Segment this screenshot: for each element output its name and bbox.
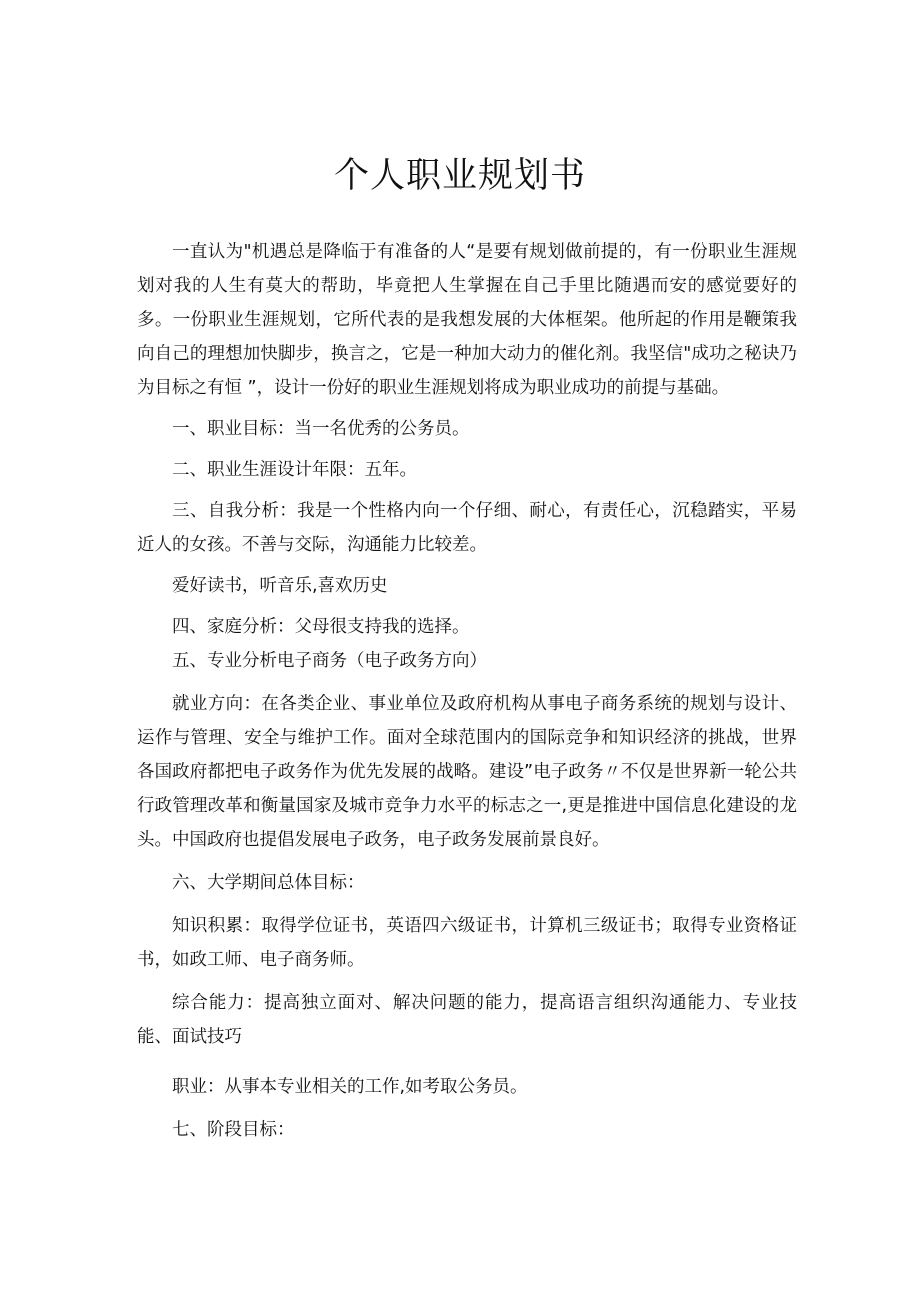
plan-duration-paragraph: 二、职业生涯设计年限：五年。: [172, 460, 417, 480]
stage-goals-heading: 七、阶段目标：: [172, 1120, 295, 1140]
employment-direction-paragraph: 就业方向：在各类企业、事业单位及政府机构从事电子商务系统的规划与设计、运作与管理、安全与维护工作。面对全球范围内的国际竞争和知识经济的挑战，世界各国政府都把电子政务作为优先发展的战略。建设”电子政务〃不仅是世界新一轮公共行政管理改革和衡量国家及城市竞争力水平的标志之一,更是推进中国信息化建设的龙头。中国政府也提倡发展电子政务，电子政务发展前景良好。: [137, 694, 797, 850]
family-analysis-paragraph: 四、家庭分析：父母很支持我的选择。: [172, 617, 470, 637]
self-analysis-paragraph: 三、自我分析：我是一个性格内向一个仔细、耐心，有责任心，沉稳踏实，平易近人的女孩。不善与交际，沟通能力比较差。: [137, 501, 797, 555]
career-goal-paragraph: 一、职业目标：当一名优秀的公务员。: [172, 419, 470, 439]
knowledge-accumulation-paragraph: 知识积累：取得学位证书，英语四六级证书，计算机三级证书；取得专业资格证书，如政工师、电子商务师。: [137, 916, 797, 970]
document-body: [137, 235, 797, 1147]
occupation-paragraph: 职业：从事本专业相关的工作,如考取公务员。: [172, 1077, 528, 1097]
document-title: 个人职业规划书: [333, 156, 586, 197]
comprehensive-ability-paragraph: 综合能力：提高独立面对、解决问题的能力，提高语言组织沟通能力、专业技能、面试技巧: [137, 993, 797, 1047]
college-goals-heading: 六、大学期间总体目标：: [172, 873, 365, 893]
major-analysis-paragraph: 五、专业分析电子商务（电子政务方向）: [172, 651, 487, 671]
hobbies-paragraph: 爱好读书，听音乐,喜欢历史: [172, 576, 388, 596]
intro-paragraph: 一直认为"机遇总是降临于有准备的人“是要有规划做前提的，有一份职业生涯规划对我的人生有莫大的帮助，毕竟把人生掌握在自己手里比随遇而安的感觉要好的多。一份职业生涯规划，它所代表的是我想发展的大体框架。他所起的作用是鞭策我向自己的理想加快脚步，换言之，它是一种加大动力的催化剂。我坚信"成功之秘诀乃为目标之有恒 ”，设计一份好的职业生涯规划将成为职业成功的前提与基础。: [137, 242, 797, 398]
